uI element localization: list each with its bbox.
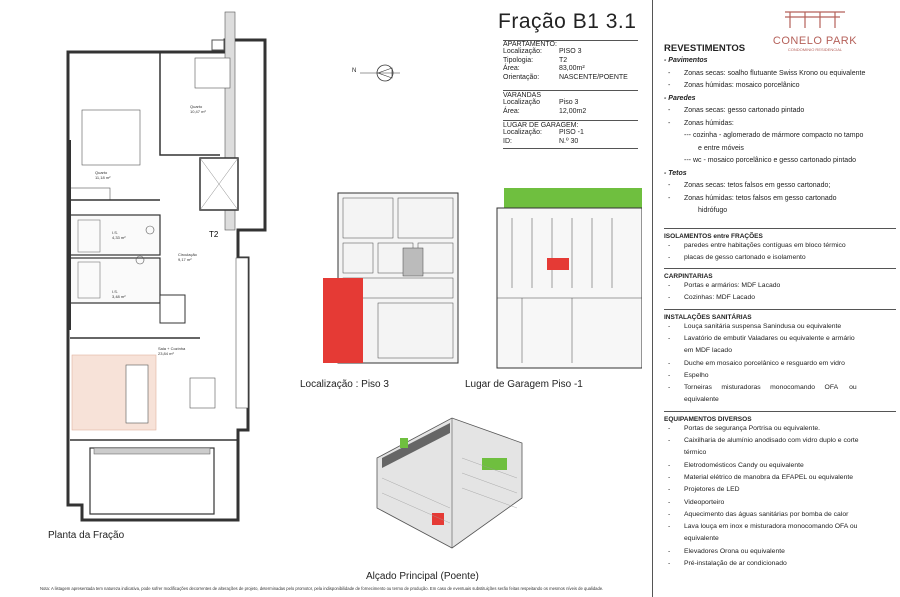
revestimentos-line: - Zonas húmidas: xyxy=(668,119,734,127)
section-item xyxy=(664,394,896,406)
compass-icon xyxy=(360,63,400,83)
info-key: Orientação: xyxy=(503,73,540,81)
info-key: Área: xyxy=(503,65,520,72)
section-title: INSTALAÇÕES SANITÁRIAS xyxy=(664,309,896,321)
room-is1-area: 4,33 m² xyxy=(112,235,126,240)
section-item xyxy=(664,533,896,545)
revestimentos-line xyxy=(664,130,896,143)
info-value: 83,00m² xyxy=(559,65,585,72)
room-quarto1-name: Quarto xyxy=(190,104,203,109)
info-row xyxy=(503,138,638,147)
specs-panel xyxy=(664,43,896,570)
section-item-text: Cozinhas: MDF Lacado xyxy=(684,294,756,302)
revestimentos-text: Zonas húmidas: xyxy=(684,119,734,127)
plan-caption: Planta da Fração xyxy=(48,530,125,541)
revestimentos-text: Zonas húmidas: tetos falsos em gesso cartonado xyxy=(684,194,837,202)
apartment-heading: APARTAMENTO: xyxy=(503,40,638,48)
section-item: - Pré-instalação de ar condicionado xyxy=(668,560,787,568)
logo-tagline: CONDOMINIO RESIDENCIAL xyxy=(787,47,843,52)
section-item-text: térmico xyxy=(684,449,707,457)
info-value: PISO -1 xyxy=(559,129,584,136)
revestimentos-line: - Zonas secas: soalho flutuante Swiss Krono ou equivalente xyxy=(668,69,866,77)
room-circ-name: Circulação xyxy=(178,252,197,257)
room-is2-name: I.S. xyxy=(112,289,119,294)
revestimentos-line: - Zonas secas: gesso cartonado pintado xyxy=(668,107,805,114)
logo-name: CONELO PARK xyxy=(772,35,858,47)
location-plan xyxy=(318,188,468,373)
garage-plan xyxy=(482,188,642,373)
section-item-text: Duche em mosaico porcelânico e resguardo em vidro xyxy=(684,359,845,367)
info-key: ID: xyxy=(503,137,512,145)
section-item-text: Portas de segurança Portrisa ou equivalente. xyxy=(684,424,821,432)
north-label: N xyxy=(352,68,357,74)
section-item: - Eletrodomésticos Candy ou equivalente xyxy=(668,461,804,469)
section-item-text: Lavatório de embutir Valadares ou equivalente e armário xyxy=(684,334,855,342)
info-row xyxy=(503,108,638,117)
info-value: Piso 3 xyxy=(559,99,579,106)
info-value: N.º 30 xyxy=(559,137,579,145)
info-row xyxy=(503,99,638,108)
section-item: - Lava louça em inox e misturadora monocomando OFA ou xyxy=(668,523,858,531)
room-is1-name: I.S. xyxy=(112,230,119,235)
garagem-caption: Lugar de Garagem Piso -1 xyxy=(465,379,583,390)
apartment-rows xyxy=(503,48,638,82)
vertical-divider xyxy=(652,0,653,597)
section-item: - Elevadores Orona ou equivalente xyxy=(668,547,785,555)
room-sala-area: 23,84 m² xyxy=(158,351,174,356)
section-item-text: paredes entre habitações contíguas em bloco térmico xyxy=(684,241,846,249)
room-quarto1-area: 10,47 m² xyxy=(190,109,206,114)
room-sala-name: Sala + Cozinha xyxy=(158,346,186,351)
info-key: Localização: xyxy=(503,129,542,136)
spec-sections xyxy=(664,228,896,571)
section-item: - Lavatório de embutir Valadares ou equivalente e armário xyxy=(668,334,855,342)
t2-label: T2 xyxy=(209,230,219,239)
info-value: 12,00m2 xyxy=(559,107,587,115)
localizacao-caption: Localização : Piso 3 xyxy=(300,379,389,390)
section-item-text: Lava louça em inox e misturadora monocomando OFA ou xyxy=(684,523,858,531)
info-key: Tipologia: xyxy=(503,56,534,64)
section-item xyxy=(664,345,896,357)
section-item: - Projetores de LED xyxy=(668,486,740,494)
garagem-heading: LUGAR DE GARAGEM: xyxy=(503,120,638,129)
section-item: - Espelho xyxy=(668,371,709,379)
varandas-heading: VARANDAS xyxy=(503,90,638,99)
section-item-text: Espelho xyxy=(684,371,709,379)
section-item: - Portas e armários: MDF Lacado xyxy=(668,282,781,290)
info-key: Localização xyxy=(503,99,540,106)
revestimentos-text: Zonas secas: gesso cartonado pintado xyxy=(684,107,805,114)
section-item: - Caixilharia de alumínio anodisado com vidro duplo e corte xyxy=(668,437,859,445)
section-item: - Louça sanitária suspensa Sanindusa ou equivalente xyxy=(668,322,842,330)
info-row xyxy=(503,65,638,74)
footer-note: Nota: A listagem apresentada tem natureza indicativa, pode sofrer modificações decorrentes de alterações de projeto, determinadas pelo promotor, pela indisponibilidade de fornecimento ou termo de produção. Em caso de eventuais substituições serão feitas respeitando os mesmos níveis de qualidade. xyxy=(40,586,604,591)
section-item: - placas de gesso cartonado e isolamento xyxy=(668,253,806,261)
room-quarto2-area: 11,18 m² xyxy=(95,175,111,180)
revestimentos-text: Zonas secas: soalho flutuante Swiss Krono ou equivalente xyxy=(684,69,866,77)
alcado-caption: Alçado Principal (Poente) xyxy=(366,571,479,582)
revestimentos-title: REVESTIMENTOS xyxy=(664,43,746,54)
section-item: - Torneiras misturadoras monocomando OFA ou xyxy=(668,384,857,392)
section-item-text: Material elétrico de manobra da EFAPEL ou equivalente xyxy=(684,473,854,481)
revestimentos-line: - Zonas secas: tetos falsos em gesso cartonado; xyxy=(668,182,831,189)
section-item: - Portas de segurança Portrisa ou equivalente. xyxy=(668,424,821,432)
facade-render xyxy=(362,398,550,570)
section-item-text: equivalente xyxy=(684,535,719,543)
section-title: ISOLAMENTOS entre FRAÇÕES xyxy=(664,228,896,240)
info-row xyxy=(503,129,638,138)
section-item-text: Videoporteiro xyxy=(684,498,725,506)
revestimentos-line xyxy=(664,155,896,168)
section-item: - Duche em mosaico porcelânico e resguardo em vidro xyxy=(668,359,845,367)
section-title: EQUIPAMENTOS DIVERSOS xyxy=(664,411,896,423)
info-block xyxy=(503,40,638,149)
info-key: Localização: xyxy=(503,48,542,55)
page-title: Fração B1 3.1 xyxy=(498,10,637,33)
section-item-text: Projetores de LED xyxy=(684,486,740,494)
revestimentos-line xyxy=(664,55,896,68)
room-quarto2-name: Quarto xyxy=(95,170,108,175)
revestimentos-text: Zonas secas: tetos falsos em gesso cartonado; xyxy=(684,182,831,189)
section-item: - Material elétrico de manobra da EFAPEL ou equivalente xyxy=(668,473,854,481)
section-item-text: Eletrodomésticos Candy ou equivalente xyxy=(684,461,804,469)
section-item-text: Louça sanitária suspensa Sanindusa ou equivalente xyxy=(684,322,842,330)
revestimentos-line xyxy=(664,168,896,181)
revestimentos-line xyxy=(664,143,896,156)
revestimentos-line xyxy=(664,205,896,218)
revestimentos-text: hidrófugo xyxy=(698,207,728,214)
section-item: - Cozinhas: MDF Lacado xyxy=(668,294,756,302)
section-item: - Aquecimento das águas sanitárias por bomba de calor xyxy=(668,510,849,518)
section-item-text: equivalente xyxy=(684,396,719,404)
info-row xyxy=(503,57,638,66)
section-title: CARPINTARIAS xyxy=(664,268,896,280)
revestimentos-text: --- cozinha - aglomerado de mármore compacto no tampo xyxy=(684,132,864,139)
section-item-text: placas de gesso cartonado e isolamento xyxy=(684,253,806,261)
section-item: - Videoporteiro xyxy=(668,498,725,506)
revestimentos-text: --- wc - mosaico porcelânico e gesso cartonado pintado xyxy=(684,157,856,164)
info-row xyxy=(503,48,638,57)
logo-mark-icon xyxy=(780,8,850,30)
info-value: T2 xyxy=(559,56,568,64)
revestimentos-text: - Tetos xyxy=(664,169,687,177)
room-is2-area: 3,48 m² xyxy=(112,294,126,299)
section-item-text: Elevadores Orona ou equivalente xyxy=(684,547,785,555)
revestimentos-line: - Zonas húmidas: tetos falsos em gesso cartonado xyxy=(668,194,837,202)
section-item-text: Caixilharia de alumínio anodisado com vidro duplo e corte xyxy=(684,437,859,445)
info-key: Área: xyxy=(503,107,520,115)
revestimentos-text: - Paredes xyxy=(664,94,696,102)
revestimentos-text: - Pavimentos xyxy=(664,57,708,64)
section-item-text: Portas e armários: MDF Lacado xyxy=(684,282,781,290)
revestimentos-list xyxy=(664,55,896,218)
floor-plan xyxy=(0,0,300,530)
section-item-text: Pré-instalação de ar condicionado xyxy=(684,560,787,568)
revestimentos-line: - Zonas húmidas: mosaico porcelânico xyxy=(668,82,800,89)
room-circ-area: 9,17 m² xyxy=(178,257,192,262)
info-value: NASCENTE/POENTE xyxy=(559,73,628,81)
section-item-text: Aquecimento das águas sanitárias por bomba de calor xyxy=(684,510,849,518)
section-item xyxy=(664,447,896,459)
info-value: PISO 3 xyxy=(559,48,582,55)
section-item-text: em MDF lacado xyxy=(684,347,732,355)
revestimentos-line xyxy=(664,93,896,106)
revestimentos-text: Zonas húmidas: mosaico porcelânico xyxy=(684,82,800,89)
section-item: - paredes entre habitações contíguas em bloco térmico xyxy=(668,241,846,249)
revestimentos-text: e entre móveis xyxy=(698,144,744,152)
section-item-text: Torneiras misturadoras monocomando OFA ou xyxy=(684,384,857,392)
info-row xyxy=(503,74,638,83)
